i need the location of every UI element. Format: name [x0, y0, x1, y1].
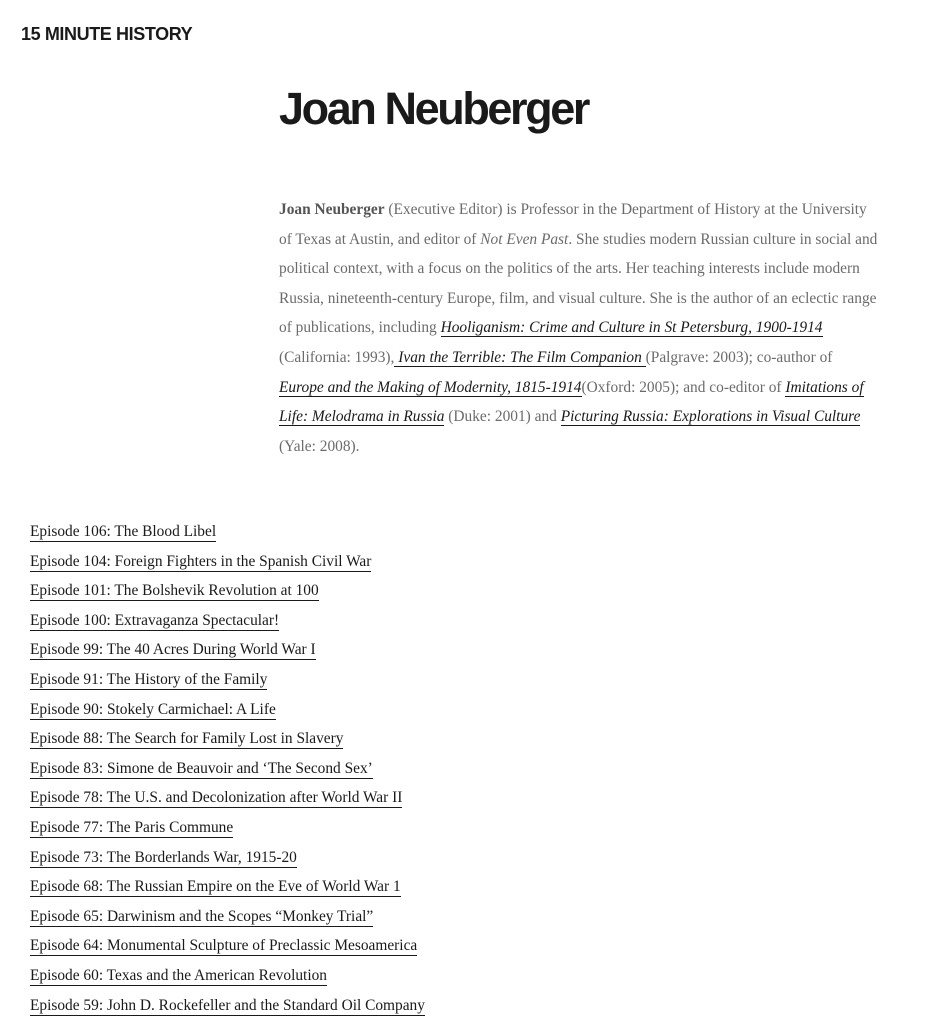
episode-link[interactable]: Episode 68: The Russian Empire on the Eve of World War 1	[30, 878, 401, 896]
episode-list	[30, 517, 425, 1020]
book-link-hooliganism[interactable]	[441, 319, 823, 337]
episode-link[interactable]: Episode 88: The Search for Family Lost in Slavery	[30, 730, 344, 748]
bio-text: (Oxford: 2005); and co-editor of	[581, 378, 786, 396]
episode-link[interactable]: Episode 64: Monumental Sculpture of Preclassic Mesoamerica	[30, 937, 418, 955]
bio-author-name: Joan Neuberger	[279, 201, 385, 218]
book-link-ivan-the-terrible[interactable]	[394, 349, 645, 367]
book-title: Imitations of Life: Melodrama in Russia	[279, 378, 864, 426]
list-item	[30, 961, 425, 991]
list-item	[30, 872, 425, 902]
episode-link[interactable]: Episode 99: The 40 Acres During World War I	[30, 641, 316, 659]
list-item	[30, 991, 425, 1021]
list-item	[30, 665, 425, 695]
bio-text: (California: 1993),	[279, 348, 395, 366]
list-item	[30, 606, 425, 636]
book-title: Hooliganism: Crime and Culture in St Petersburg, 1900-1914	[440, 319, 823, 337]
episode-link[interactable]: Episode 73: The Borderlands War, 1915-20	[30, 848, 297, 866]
list-item	[30, 931, 425, 961]
episode-link[interactable]: Episode 106: The Blood Libel	[30, 523, 217, 540]
list-item	[30, 695, 425, 725]
bio-text: (Duke: 2001) and	[444, 408, 561, 426]
list-item	[30, 576, 425, 606]
list-item	[30, 754, 425, 784]
book-title: Ivan the Terrible: The Film Companion	[394, 348, 646, 366]
list-item	[30, 902, 425, 932]
episode-link[interactable]: Episode 91: The History of the Family	[30, 670, 268, 688]
episode-link[interactable]: Episode 101: The Bolshevik Revolution at 100	[30, 582, 319, 600]
book-title: Picturing Russia: Explorations in Visual Culture	[560, 408, 861, 426]
list-item	[30, 724, 425, 754]
episode-link[interactable]: Episode 60: Texas and the American Revolution	[30, 966, 327, 984]
bio-text: (Yale: 2008).	[279, 437, 360, 455]
episode-link[interactable]: Episode 59: John D. Rockefeller and the Standard Oil Company	[30, 996, 425, 1014]
site-title-link[interactable]: 15 MINUTE HISTORY	[21, 24, 193, 44]
episode-link[interactable]: Episode 104: Foreign Fighters in the Spanish Civil War	[30, 552, 372, 570]
episode-link[interactable]: Episode 100: Extravaganza Spectacular!	[30, 611, 280, 629]
book-link-europe-modernity[interactable]	[279, 379, 582, 397]
list-item	[30, 843, 425, 873]
episode-link[interactable]: Episode 83: Simone de Beauvoir and ‘The Second Sex’	[30, 759, 373, 777]
episode-link[interactable]: Episode 78: The U.S. and Decolonization after World War II	[30, 789, 403, 807]
bio-text: (Executive Editor) is Professor in the Department of History at the University of Texas at Austin, and editor of	[279, 201, 867, 248]
list-item	[30, 517, 425, 547]
episode-link[interactable]: Episode 65: Darwinism and the Scopes “Monkey Trial”	[30, 907, 374, 925]
page-title: Joan Neuberger	[279, 83, 588, 134]
author-bio	[279, 195, 879, 461]
bio-journal-title: Not Even Past	[480, 230, 569, 248]
list-item	[30, 783, 425, 813]
list-item	[30, 635, 425, 665]
book-title: Europe and the Making of Modernity, 1815-1914	[279, 378, 582, 396]
episode-link[interactable]: Episode 77: The Paris Commune	[30, 818, 234, 836]
bio-text: . She studies modern Russian culture in social and political context, with a focus on the politics of the arts. Her teaching interests include modern Russia, nineteenth-century Europe, film, and visual culture. She is the author of an eclectic range of publications, including	[279, 230, 878, 337]
list-item	[30, 813, 425, 843]
book-link-picturing-russia[interactable]	[561, 408, 861, 426]
bio-text: (Palgrave: 2003); co-author of	[645, 348, 833, 366]
episode-link[interactable]: Episode 90: Stokely Carmichael: A Life	[30, 700, 276, 718]
list-item	[30, 547, 425, 577]
